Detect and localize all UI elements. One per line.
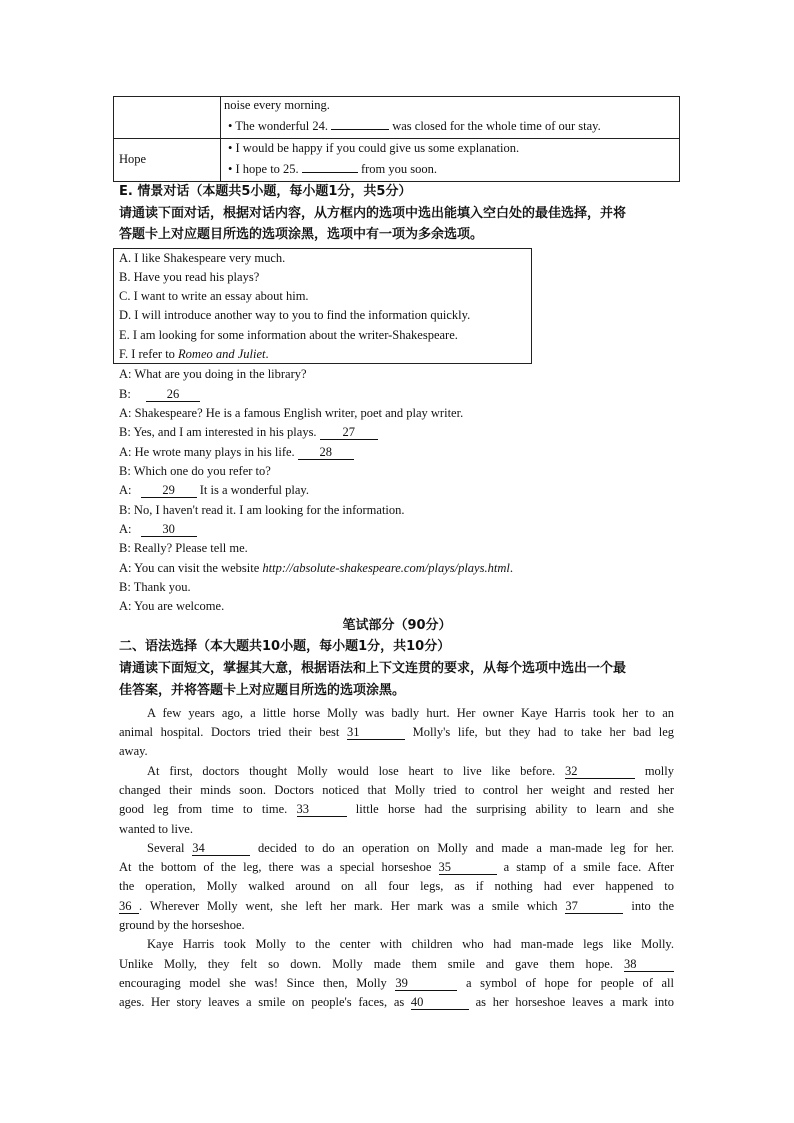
section-2-instruction: 佳答案，并将答题卡上对应题目所选的选项涂黑。 bbox=[119, 683, 406, 698]
dialog-text: It is a wonderful play. bbox=[196, 483, 309, 497]
passage-text: a symbol of hope for people of all bbox=[457, 976, 674, 990]
table-text: • The wonderful 24. bbox=[228, 119, 328, 133]
option-d: D. I will introduce another way to you to find the information quickly. bbox=[119, 308, 471, 322]
answer-blank-34[interactable]: 34 bbox=[192, 841, 250, 856]
table-text: from you soon. bbox=[360, 162, 437, 176]
passage-text: Unlike Molly, they felt so down. Molly made them smile and gave them hope. bbox=[119, 957, 624, 971]
website-url: http://absolute-shakespeare.com/plays/plays.html bbox=[262, 561, 510, 575]
passage-text: . Wherever Molly went, she left her mark. Her mark was a smile which bbox=[139, 899, 566, 913]
answer-blank-29[interactable]: 29 bbox=[141, 483, 197, 498]
answer-blank-28[interactable]: 28 bbox=[298, 445, 354, 460]
passage-line bbox=[119, 956, 674, 972]
option-text: F. I refer to bbox=[119, 347, 179, 361]
passage-text: decided to do an operation on Molly and made a man-made leg for her. bbox=[250, 841, 674, 855]
dialog-text: B: Yes, and I am interested in his plays. bbox=[119, 425, 320, 439]
passage-line bbox=[119, 801, 674, 817]
table-row-divider bbox=[114, 138, 679, 139]
passage-line bbox=[147, 763, 674, 779]
table-text: was closed for the whole time of our stay. bbox=[392, 119, 601, 133]
dialog-line bbox=[119, 424, 378, 440]
passage-line bbox=[119, 994, 674, 1010]
section-e-instruction: 请通读下面对话，根据对话内容，从方框内的选项中选出能填入空白处的最佳选择，并将 bbox=[119, 206, 627, 221]
passage-text: Several bbox=[147, 841, 193, 855]
passage-text: good leg from time to time. bbox=[119, 802, 297, 816]
passage-text: as her horseshoe leaves a mark into bbox=[468, 995, 674, 1009]
dialog-line: A: What are you doing in the library? bbox=[119, 367, 307, 381]
dialog-speaker: A: bbox=[119, 522, 135, 536]
answer-blank-32[interactable]: 32 bbox=[565, 764, 635, 779]
table-cell-text: noise every morning. bbox=[224, 98, 330, 112]
dialog-text: A: You can visit the website bbox=[119, 561, 263, 575]
answer-blank-35[interactable]: 35 bbox=[439, 860, 497, 875]
passage-line: Kaye Harris took Molly to the center with children who had man-made legs like Molly. bbox=[147, 937, 674, 951]
answer-blank-39[interactable]: 39 bbox=[395, 976, 457, 991]
answer-blank-24[interactable] bbox=[331, 129, 389, 130]
answer-blank-36[interactable]: 36 bbox=[119, 899, 139, 914]
passage-line: the operation, Molly walked around on all four legs, as if nothing had ever happened to bbox=[119, 879, 674, 893]
passage-text: At first, doctors thought Molly would lose heart to live like before. bbox=[147, 764, 565, 778]
section-e-instruction: 答题卡上对应题目所选的选项涂黑，选项中有一项为多余选项。 bbox=[119, 227, 484, 242]
answer-blank-40[interactable]: 40 bbox=[411, 995, 469, 1010]
passage-line: A few years ago, a little horse Molly was badly hurt. Her owner Kaye Harris took her to an bbox=[147, 706, 674, 720]
dialog-line bbox=[119, 444, 354, 460]
written-part-heading: 笔试部分（90分） bbox=[342, 618, 452, 633]
passage-line: ground by the horseshoe. bbox=[119, 918, 245, 932]
answer-blank-33[interactable]: 33 bbox=[297, 802, 347, 817]
passage-line bbox=[147, 840, 674, 856]
answer-blank-25[interactable] bbox=[302, 172, 358, 173]
passage-text: Molly's life, but they had to take her bad leg bbox=[404, 725, 674, 739]
passage-line: wanted to live. bbox=[119, 822, 193, 836]
passage-text: animal hospital. Doctors tried their best bbox=[119, 725, 347, 739]
dialog-line: A: You are welcome. bbox=[119, 599, 225, 613]
table-cell-text bbox=[228, 161, 437, 177]
answer-blank-27[interactable]: 27 bbox=[320, 425, 378, 440]
section-2-instruction: 请通读下面短文，掌握其大意，根据语法和上下文连贯的要求，从每个选项中选出一个最 bbox=[119, 661, 627, 676]
dialog-text: . bbox=[509, 561, 513, 575]
dialog-line bbox=[119, 521, 197, 537]
passage-text: molly bbox=[634, 764, 674, 778]
table-cell-text: • I would be happy if you could give us some explanation. bbox=[228, 141, 520, 155]
answer-blank-26[interactable]: 26 bbox=[146, 387, 200, 402]
passage-line bbox=[119, 975, 674, 991]
table-row-label: Hope bbox=[119, 152, 147, 166]
dialog-speaker: B: bbox=[119, 387, 134, 401]
passage-text: At the bottom of the leg, there was a special horseshoe bbox=[119, 860, 439, 874]
dialog-line bbox=[119, 560, 513, 576]
passage-text: encouraging model she was! Since then, Molly bbox=[119, 976, 396, 990]
dialog-text: A: He wrote many plays in his life. bbox=[119, 445, 298, 459]
answer-blank-38[interactable]: 38 bbox=[624, 957, 674, 972]
passage-line bbox=[119, 724, 674, 740]
passage-line: away. bbox=[119, 744, 148, 758]
dialog-line: B: No, I haven't read it. I am looking for the information. bbox=[119, 503, 405, 517]
table-column-divider bbox=[220, 97, 221, 181]
section-e-title: E. 情景对话（本题共5小题，每小题1分，共5分） bbox=[119, 184, 412, 199]
answer-blank-30[interactable]: 30 bbox=[141, 522, 197, 537]
passage-line: changed their minds soon. Doctors noticed that Molly tried to control her weight and rested her bbox=[119, 783, 674, 797]
section-2-title: 二、语法选择（本大题共10小题，每小题1分，共10分） bbox=[119, 639, 451, 654]
passage-line bbox=[119, 859, 674, 875]
passage-text: ages. Her story leaves a smile on people's faces, as bbox=[119, 995, 411, 1009]
table-cell-text bbox=[228, 118, 601, 134]
dialog-speaker: A: bbox=[119, 483, 135, 497]
option-e: E. I am looking for some information about the writer-Shakespeare. bbox=[119, 328, 458, 342]
dialog-line: A: Shakespeare? He is a famous English writer, poet and play writer. bbox=[119, 406, 464, 420]
dialog-line bbox=[119, 482, 309, 498]
option-b: B. Have you read his plays? bbox=[119, 270, 260, 284]
table-text: • I hope to 25. bbox=[228, 162, 299, 176]
passage-text: a stamp of a smile face. After bbox=[496, 860, 674, 874]
option-text: . bbox=[265, 347, 269, 361]
option-a: A. I like Shakespeare very much. bbox=[119, 251, 286, 265]
dialog-line bbox=[119, 386, 200, 402]
dialog-line: B: Thank you. bbox=[119, 580, 191, 594]
passage-text: little horse had the surprising ability to learn and she bbox=[346, 802, 674, 816]
option-f bbox=[119, 346, 269, 362]
answer-blank-31[interactable]: 31 bbox=[347, 725, 405, 740]
passage-text: into the bbox=[623, 899, 674, 913]
play-title: Romeo and Juliet bbox=[178, 347, 266, 361]
option-c: C. I want to write an essay about him. bbox=[119, 289, 309, 303]
dialog-line: B: Really? Please tell me. bbox=[119, 541, 248, 555]
passage-line bbox=[119, 898, 674, 914]
dialog-line: B: Which one do you refer to? bbox=[119, 464, 271, 478]
answer-blank-37[interactable]: 37 bbox=[565, 899, 623, 914]
